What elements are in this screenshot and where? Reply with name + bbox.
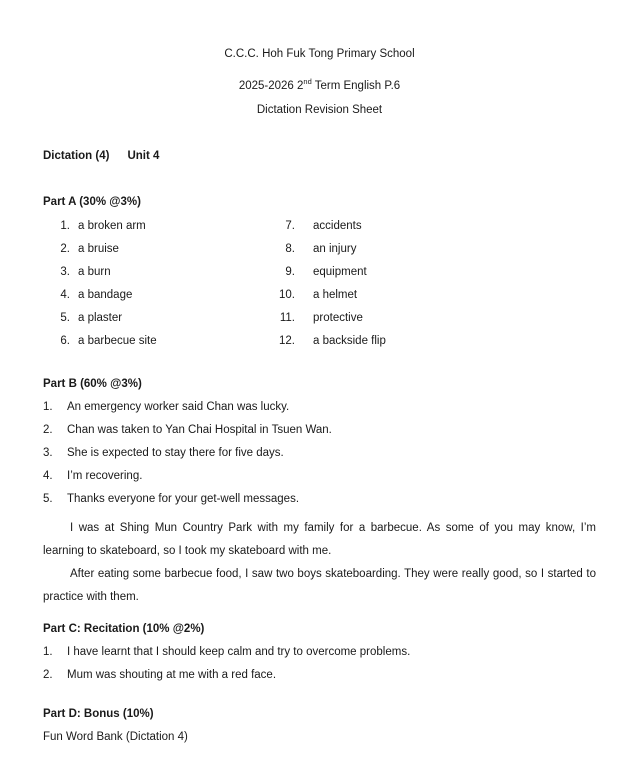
item-text: I’m recovering. [67,470,143,482]
item-text: I have learnt that I should keep calm and try to overcome problems. [67,646,411,658]
item-text: a bandage [78,289,133,301]
dictation-heading [43,145,596,168]
part-d-subtitle: Fun Word Bank (Dictation 4) [43,731,188,743]
item-number: 5. [60,312,70,324]
item-number: 10. [279,289,295,301]
item-text: a backside flip [313,335,386,347]
item-number: 2. [60,243,70,255]
part-a-row [43,261,596,284]
part-c-item [43,641,596,664]
passage-paragraph: After eating some barbecue food, I saw two boys skateboarding. They were really good, so I started to practice with them. [43,568,596,603]
term-prefix: 2025-2026 2 [238,80,304,92]
unit-label: Unit 4 [127,150,160,162]
item-number: 2. [43,424,53,436]
item-number: 4. [43,470,53,482]
part-a-title: Part A (30% @3%) [43,196,141,208]
item-number: 5. [43,493,53,505]
item-number: 1. [60,220,70,232]
item-text: She is expected to stay there for five days. [67,447,284,459]
part-a-row [43,215,596,238]
item-number: 9. [285,266,295,278]
item-number: 12. [279,335,295,347]
part-c-item [43,664,596,687]
item-text: accidents [313,220,362,232]
sheet-title: Dictation Revision Sheet [256,104,383,116]
part-a-row [43,238,596,261]
part-b-item [43,396,596,419]
item-number: 11. [279,312,295,324]
dictation-label: Dictation (4) [43,150,110,162]
item-text: a barbecue site [78,335,157,347]
dictation-passage [43,517,596,609]
part-a-row [43,307,596,330]
item-text: a plaster [78,312,123,324]
item-text: equipment [313,266,367,278]
item-number: 3. [43,447,53,459]
part-a-row [43,330,596,353]
part-b-item [43,488,596,511]
item-text: a burn [78,266,111,278]
part-a-list [43,215,596,353]
term-suffix: Term English P.6 [311,80,401,92]
item-text: An emergency worker said Chan was lucky. [67,401,290,413]
item-number: 1. [43,646,53,658]
item-text: a bruise [78,243,119,255]
part-b-list [43,396,596,511]
part-a-row [43,284,596,307]
item-number: 3. [60,266,70,278]
item-number: 7. [285,220,295,232]
item-text: Thanks everyone for your get-well messages. [67,493,300,505]
item-number: 2. [43,669,53,681]
item-number: 6. [60,335,70,347]
term-ordinal-superscript: nd [303,77,312,87]
part-c-title: Part C: Recitation (10% @2%) [43,623,205,635]
part-b-item [43,419,596,442]
part-b-title: Part B (60% @3%) [43,378,142,390]
item-text: Chan was taken to Yan Chai Hospital in Tsuen Wan. [67,424,332,436]
item-text: protective [313,312,363,324]
passage-paragraph: I was at Shing Mun Country Park with my family for a barbecue. As some of you may know, I’m learning to skateboard, so I took my skateboard with me. [43,522,596,557]
item-text: a helmet [313,289,358,301]
item-number: 1. [43,401,53,413]
item-text: Mum was shouting at me with a red face. [67,669,277,681]
school-name: C.C.C. Hoh Fuk Tong Primary School [224,48,415,60]
item-text: an injury [313,243,357,255]
part-b-item [43,465,596,488]
item-text: a broken arm [78,220,146,232]
item-number: 4. [60,289,70,301]
term-line [43,75,596,98]
part-c-list [43,641,596,687]
part-d-title: Part D: Bonus (10%) [43,708,154,720]
part-b-item [43,442,596,465]
item-number: 8. [285,243,295,255]
